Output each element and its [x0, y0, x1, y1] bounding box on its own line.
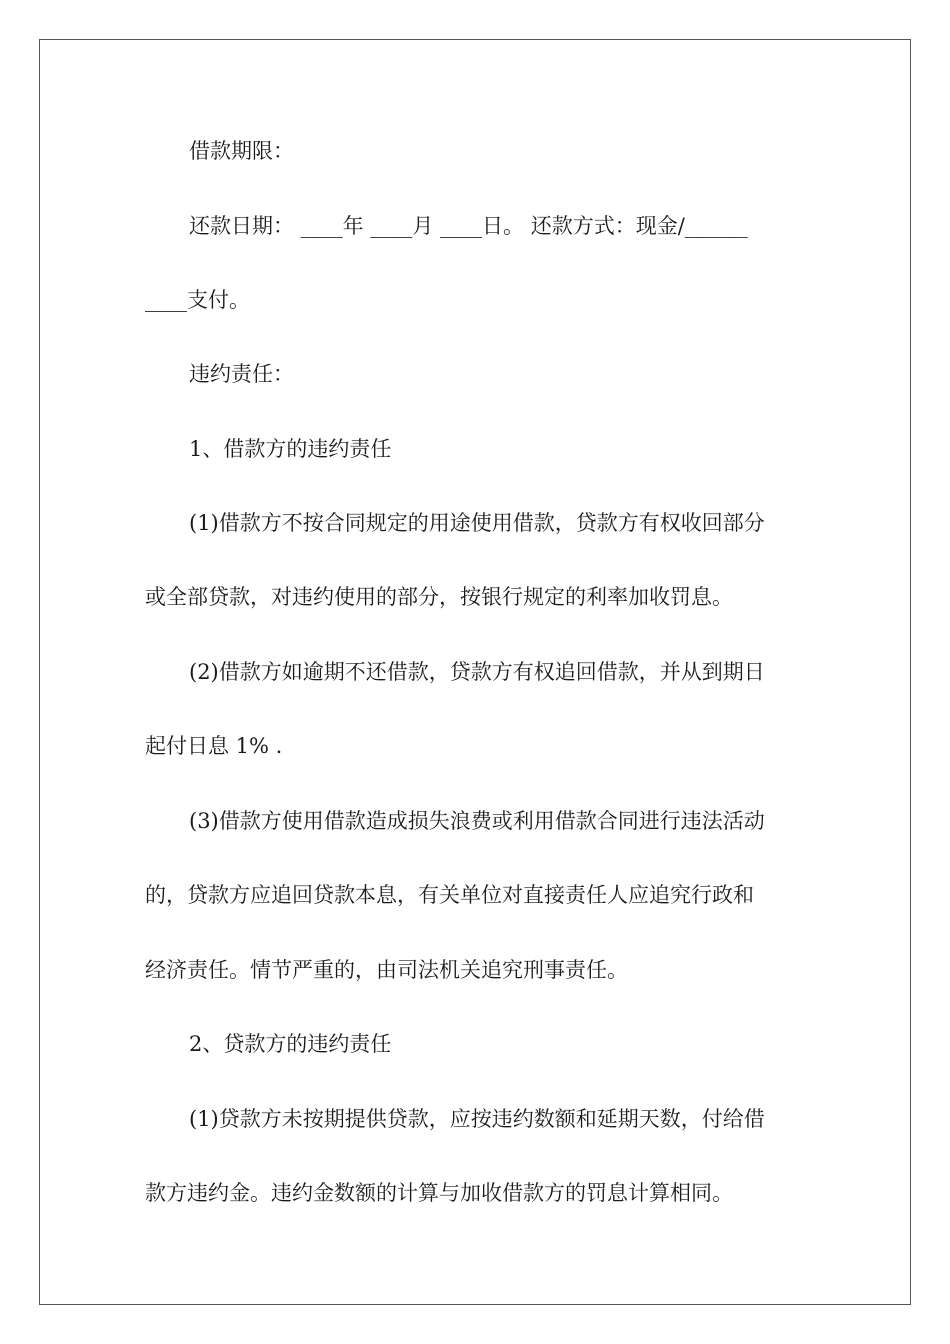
repayment-date-line: 还款日期： ____年 ____月 ____日。 还款方式：现金/______ — [189, 214, 748, 238]
borrower-clause-1-line-2: 或全部贷款，对违约使用的部分，按银行规定的利率加收罚息。 — [145, 585, 733, 609]
lender-clause-1-line-2: 款方违约金。违约金数额的计算与加收借款方的罚息计算相同。 — [145, 1181, 733, 1205]
borrower-clause-3-line-1: (3)借款方使用借款造成损失浪费或利用借款合同进行违法活动 — [189, 809, 765, 833]
payment-method-continuation: ____支付。 — [145, 288, 250, 312]
borrower-clause-1-line-1: (1)借款方不按合同规定的用途使用借款，贷款方有权收回部分 — [189, 511, 765, 535]
borrower-clause-2-line-1: (2)借款方如逾期不还借款，贷款方有权追回借款，并从到期日 — [189, 660, 765, 684]
breach-liability-heading: 违约责任： — [189, 362, 294, 386]
borrower-clause-2-line-2: 起付日息 1% . — [145, 734, 283, 758]
lender-clause-1-line-1: (1)贷款方未按期提供贷款，应按违约数额和延期天数，付给借 — [189, 1107, 765, 1131]
borrower-liability-heading: 1、借款方的违约责任 — [189, 437, 392, 461]
loan-term-line: 借款期限： — [189, 139, 294, 163]
borrower-clause-3-line-2: 的，贷款方应追回贷款本息，有关单位对直接责任人应追究行政和 — [145, 883, 754, 907]
lender-liability-heading: 2、贷款方的违约责任 — [189, 1032, 392, 1056]
borrower-clause-3-line-3: 经济责任。情节严重的，由司法机关追究刑事责任。 — [145, 958, 628, 982]
